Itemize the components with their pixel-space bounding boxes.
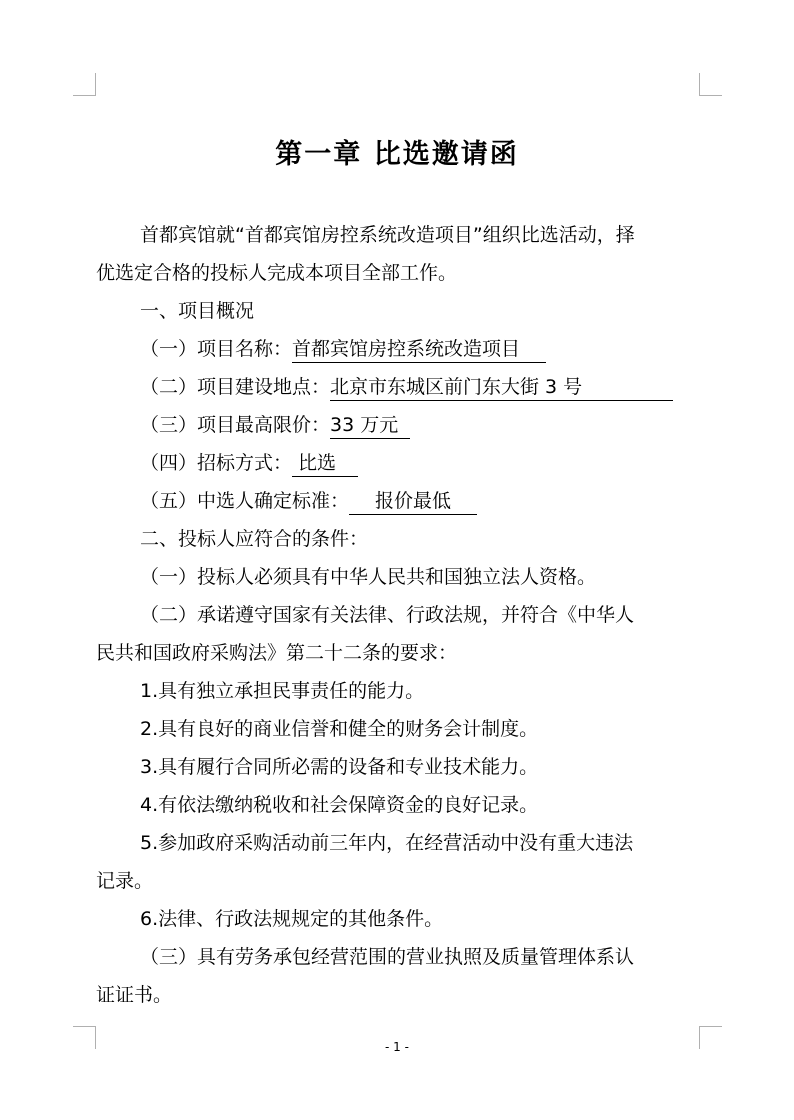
bidding-method-value: 比选: [292, 450, 358, 477]
sub-condition-1: 1.具有独立承担民事责任的能力。: [140, 680, 425, 702]
corner-mark-top-left: [73, 73, 96, 96]
condition-3-line-2: 证证书。: [96, 984, 173, 1006]
sub-condition-5-line-1: 5.参加政府采购活动前三年内，在经营活动中没有重大违法: [140, 832, 634, 854]
sub-condition-5-line-2: 记录。: [96, 870, 154, 892]
chapter-title: 第一章 比选邀请函: [275, 139, 519, 170]
selection-standard-row: [96, 482, 700, 520]
section-1-heading: 一、项目概况: [140, 300, 255, 322]
project-price-label: （三）项目最高限价：: [140, 414, 331, 436]
condition-3-line-1: （三）具有劳务承包经营范围的营业执照及质量管理体系认: [140, 946, 635, 968]
project-price-value: 33 万元: [330, 412, 410, 439]
project-location-row: [96, 368, 700, 406]
selection-standard-label: （五）中选人确定标准：: [140, 490, 350, 512]
sub-condition-3: 3.具有履行合同所必需的设备和专业技术能力。: [140, 756, 539, 778]
condition-1: （一）投标人必须具有中华人民共和国独立法人资格。: [140, 566, 597, 588]
condition-2-line-2: 民共和国政府采购法》第二十二条的要求：: [96, 642, 458, 664]
sub-condition-6: 6.法律、行政法规规定的其他条件。: [140, 908, 444, 930]
section-2-heading: 二、投标人应符合的条件：: [140, 528, 369, 550]
project-name-value: 首都宾馆房控系统改造项目: [292, 336, 546, 363]
page-number: - 1 -: [385, 1040, 409, 1054]
sub-condition-2: 2.具有良好的商业信誉和健全的财务会计制度。: [140, 718, 539, 740]
project-price-row: [96, 406, 700, 444]
intro-line-2: 优选定合格的投标人完成本项目全部工作。: [96, 262, 458, 284]
bidding-method-label: （四）招标方式：: [140, 452, 293, 474]
project-location-label: （二）项目建设地点：: [140, 376, 331, 398]
project-name-row: [96, 330, 700, 368]
selection-standard-value: 报价最低: [349, 488, 477, 515]
project-location-value: 北京市东城区前门东大街 3 号: [330, 374, 673, 401]
corner-mark-top-right: [699, 73, 722, 96]
sub-condition-4: 4.有依法缴纳税收和社会保障资金的良好记录。: [140, 794, 539, 816]
document-body: [96, 216, 700, 1014]
bidding-method-row: [96, 444, 700, 482]
intro-line-1: 首都宾馆就“首都宾馆房控系统改造项目”组织比选活动，择: [140, 224, 635, 246]
project-name-label: （一）项目名称：: [140, 338, 293, 360]
condition-2-line-1: （二）承诺遵守国家有关法律、行政法规，并符合《中华人: [140, 604, 635, 626]
